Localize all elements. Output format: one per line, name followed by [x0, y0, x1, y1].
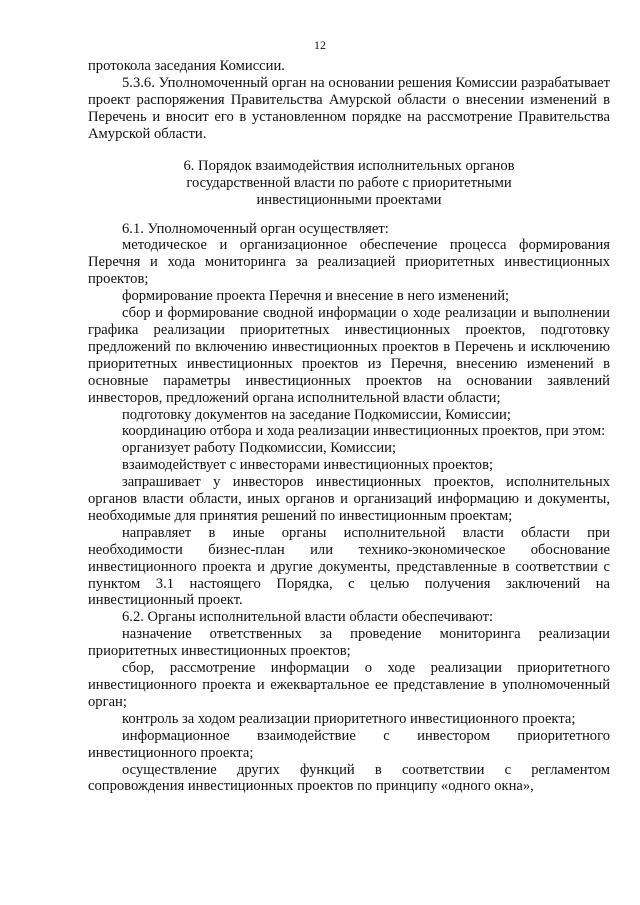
paragraph-6-1-subitem: направляет в иные органы исполнительной власти области при необходимости бизнес-план или технико-экономическое обоснование инвестиционного проекта и другие документы, представленные в соответствии с пунктом 3.1 настоящего Порядка, с целью получения заключений на инвестиционный проект.: [88, 524, 610, 609]
paragraph-6-2-item: осуществление других функций в соответствии с регламентом сопровождения инвестиционных проектов по принципу «одного окна»,: [88, 761, 610, 795]
paragraph-6-1-item: координацию отбора и хода реализации инвестиционных проектов, при этом:: [122, 423, 606, 440]
section-6-title: [88, 158, 610, 209]
paragraph-6-2-item: назначение ответственных за проведение мониторинга реализации приоритетных инвестиционных проектов;: [88, 626, 610, 660]
section-title-line: 6. Порядок взаимодействия исполнительных органов: [183, 157, 515, 174]
paragraph-6-1-subitem: запрашивает у инвесторов инвестиционных проектов, исполнительных органов власти области, иных органов и организаций информацию и документы, необходимые для принятия решений по инвестиционным проектам;: [88, 474, 610, 524]
paragraph-6-1-item: методическое и организационное обеспечение процесса формирования Перечня и хода мониторинга за реализацией приоритетных инвестиционных проектов;: [88, 237, 610, 288]
paragraph-6-2-item: контроль за ходом реализации приоритетного инвестиционного проекта;: [122, 710, 576, 727]
document-body: [88, 58, 610, 795]
section-title-line: инвестиционными проектами: [256, 191, 442, 208]
paragraph-6-1-item: сбор и формирование сводной информации о ходе реализации и выполнении графика реализации приоритетных инвестиционных проектов, подготовку предложений по включению инвестиционных проектов в Перечень и исключению приоритетных инвестиционных проектов из Перечня, внесению изменений в основные параметры инвестиционных проектов на основании заявлений инвесторов, предложений органа исполнительной власти области;: [88, 305, 610, 406]
paragraph-5-3-6: 5.3.6. Уполномоченный орган на основании решения Комиссии разрабатывает проект распоряжения Правительства Амурской области о внесении изменений в Перечень и вносит его в установленном порядке на рассмотрение Правительства Амурской области.: [88, 74, 610, 142]
paragraph-6-1-subitem: взаимодействует с инвесторами инвестиционных проектов;: [122, 457, 494, 474]
page-number: 12: [314, 38, 326, 52]
paragraph-continuation: протокола заседания Комиссии.: [88, 58, 285, 74]
paragraph-6-1-item: подготовку документов на заседание Подкомиссии, Комиссии;: [122, 406, 511, 423]
paragraph-6-2-item: сбор, рассмотрение информации о ходе реализации приоритетного инвестиционного проекта и ежеквартальное ее представление в уполномоченный орган;: [88, 660, 610, 710]
paragraph-6-1-item: формирование проекта Перечня и внесение в него изменений;: [122, 288, 510, 305]
paragraph-6-2-heading: 6.2. Органы исполнительной власти области обеспечивают:: [122, 609, 494, 626]
section-title-line: государственной власти по работе с приоритетными: [186, 174, 512, 191]
paragraph-6-1-heading: 6.1. Уполномоченный орган осуществляет:: [122, 220, 389, 237]
paragraph-6-1-subitem: организует работу Подкомиссии, Комиссии;: [122, 440, 397, 457]
paragraph-6-2-item: информационное взаимодействие с инвестором приоритетного инвестиционного проекта;: [88, 727, 610, 761]
